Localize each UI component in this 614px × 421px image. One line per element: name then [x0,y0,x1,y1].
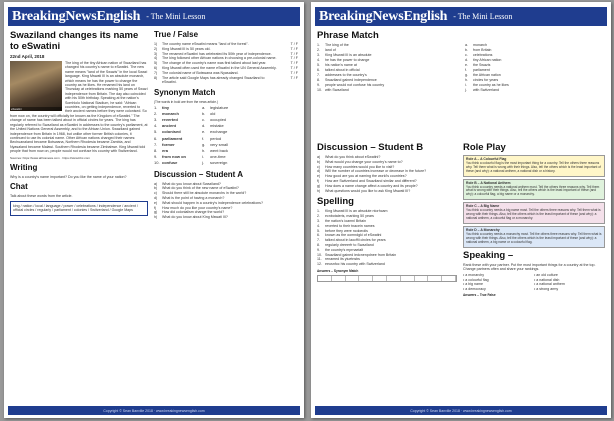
discussion-b-list [317,155,457,193]
item-text: How does a name change affect a country and its people? [325,183,418,188]
writing-title: Writing [10,162,38,172]
item-text: The country name eSwatini means "land of the forest". [162,42,249,46]
item-text: King Mswati III is an absolute [325,53,372,57]
item-text: he has the power to change [325,58,370,62]
item-letter: c) [317,164,320,169]
item-text: How good are you at naming the world's countries? [325,174,407,179]
item-word: ancient [162,123,177,129]
worksheet-page-1 [4,2,304,418]
item-letter: b. [465,48,468,52]
item-number: 7. [317,73,320,77]
phrase-match-left [317,43,457,93]
item-text: How many countries would you like to visit? [325,164,395,169]
article-title: Swaziland changes its name to eSwatini [10,30,139,52]
item-letter: d) [154,196,158,200]
role-card-title: Role C – A Big Name [466,204,500,209]
item-text: ecnbotaleris, marking 50 years [325,214,374,219]
item-text: with Switzerland [473,88,499,92]
item-text: regularly dreeerfr to Swaziland [325,242,374,247]
role-card-text: You think a country needs a big name most. Tell the others three reasons why. Tell them what is wrong with their things. Also, tell the others which is the least important of these (and why): a national anthem, a colourful flag or a monarchy. [466,208,601,220]
item-word: colonised [162,129,181,135]
item-answer: T / F [290,51,298,56]
spelling-item [317,262,457,267]
chat-text: Talk about these words from the article. [10,194,73,199]
role-card [463,202,605,224]
phrase-match-right-item [465,88,605,93]
item-number: 4) [154,56,158,61]
discussion-a-item [154,215,298,220]
item-number: 4. [317,223,320,228]
item-letter: a. [202,104,206,110]
item-text: How much do you like your country's name? [162,205,233,210]
item-letter: f) [317,178,320,183]
item-letter: c. [465,53,468,57]
item-text: reverted to their tnacein names [325,223,375,228]
item-text: monarch [473,43,487,47]
item-answer: T / F [290,75,298,80]
item-text: What is the point of having a monarch? [162,196,225,200]
item-number: 2) [154,46,158,51]
item-letter: a) [317,155,321,159]
item-text: How are Switzerland and Swaziland similar and different? [325,178,417,183]
item-number: 5. [317,228,320,233]
item-number: 7. [317,238,320,243]
role-card [463,179,605,201]
exercise-column [154,30,298,404]
item-number: 6. [317,68,320,72]
item-number: 8. [317,78,320,82]
item-letter: e. [202,129,206,135]
item-letter: h. [202,148,206,153]
item-number: 3. [317,53,320,57]
page-header [8,7,300,26]
item-text: The renamed eSwatini has celebrated its 50th year of independence. [162,51,272,56]
item-number: 6) [154,65,158,70]
item-word: from now on [162,154,186,160]
item-text: King Mswati III is an absolute ntorhcam [325,209,388,214]
item-text: The king followed other African nations in choosing a pre-colonial name. [162,56,277,61]
true-false-title: True / False [154,30,199,39]
item-word: reverted [162,116,178,122]
item-definition: very small [210,141,229,147]
item-text: renamed its yiuetnsbs [325,257,360,262]
item-word: former [162,141,175,147]
item-letter: b. [202,110,206,116]
item-letter: g) [154,210,158,215]
item-text: The article said Google Maps has already changed Swaziland to eSwatini. [162,75,265,85]
item-answer: T / F [290,56,298,61]
item-number: 9. [317,247,320,252]
speaking-word: • a strong army [534,286,559,291]
speaking-word: • a national anthem [534,282,565,287]
spelling-title: Spelling [317,196,354,208]
item-answer: T / F [290,46,298,51]
item-text: talked about in laocffii circles for years [325,238,386,243]
item-word: era [162,148,169,153]
role-card [463,155,605,177]
role-card-text: You think a colourful flag is the most important thing for a country. Tell the others three reasons why. Tell them what is wrong with their things. Also, tell the others which is the least important of these (and why): a national anthem, a national dish or a history. [466,160,601,173]
role-card-text: You think a country needs a national anthem most. Tell the others three reasons why. Tell them what is wrong with their things. Also, tell the others which is the least important of these (and why): a colourful flag, a big name or a monarchy. [466,184,600,197]
item-text: What do you think of the new name of eSwatini? [162,186,239,191]
item-definition: went back [210,148,229,153]
item-text: tiny African nation [473,58,502,62]
brand-subtitle: - The Mini Lesson [146,12,206,21]
item-word: confuse [162,160,178,166]
item-letter: g) [317,183,321,188]
item-answer: T / F [290,70,298,75]
item-number: 3. [317,218,320,223]
item-text: What do you know about Swaziland? [162,181,221,186]
worksheet-page-2 [311,2,611,418]
item-word: tiny [162,104,170,110]
item-number: 8. [317,242,320,247]
item-number: 5) [154,61,158,66]
item-number: 12. [317,262,322,267]
item-text: before they were ncdoeolis [325,228,368,233]
item-text: people would not confuse his country [325,83,385,87]
item-text: Swaziland gained iedcnenpdnee from Britain [325,252,397,257]
brand-subtitle: - The Mini Lesson [453,12,513,21]
item-letter: b) [154,186,158,191]
item-number: 7) [154,70,158,75]
item-text: the Swazis [473,63,491,67]
article-text: The king of the tiny African nation of Swaziland has changed his country's name to eSwatini. The new name means "land of the Swazis" in the local Swazi language. King Mswati III is an absolute monarch, which means he has the power to change the country as he likes. He renamed his land on Thursday at celebrations marking 50 years of Swazi independence from Britain. The day also coincided with his 50th birthday. Speaking at the nation's Somhlolo National Stadium, he said: "African countries, on getting independence, reverted to their ancient names before they were colonised. So from now on, the country will officially be known as the Kingdom of eSwatini." The change of name has been talked about in official circles for years. The king has regularly referred to Swaziland as eSwatini in addresses to the country's parliament, at the United Nations General Assembly, and to the African Union. Swaziland gained independence from Britain in 1968, but unlike other former British colonies, it continued to use its colonial name. Other African nations changed their names: Bechuanaland became Botswana, Northern Rhodesia became Zambia, and Nyasaland became Malawi. Southern Rhodesia became Zimbabwe. King Mswati told people that from now on, people would not confuse his country with Switzerland. [10,61,148,154]
speaking-word: • a democracy [463,286,486,291]
item-text: eeusnfoc his country with Switzerland [325,262,385,267]
discussion-a-title: Discussion – Student A [154,169,244,179]
item-text: addresses to the country's [325,73,367,77]
item-definition: mistake [210,123,224,129]
speaking-words [463,273,605,291]
item-answer: T / F [290,42,298,46]
item-letter: i. [202,154,204,160]
item-word: parliament [162,135,183,141]
item-text: talked about in official [325,68,360,72]
article-sources: Sources: https://www.africanews.com · https://www.bbc.com [10,155,90,160]
photo-caption: eSwatini [10,107,62,111]
item-number: 1. [317,209,320,214]
discussion-b-title: Discussion – Student B [317,142,424,153]
item-text: the country's mprnaeialt [325,247,364,252]
item-number: 2. [317,214,320,219]
item-text: his nation's name at [325,63,357,67]
item-letter: a) [154,181,158,186]
item-letter: g. [465,73,468,77]
item-number: 4. [317,58,320,62]
item-number: 1) [154,42,158,46]
role-play-title: Role Play [463,142,506,153]
item-number: 10. [317,252,322,257]
item-text: the country as he likes [473,83,509,87]
speaking-title: Speaking – [463,249,514,261]
item-text: King Mswati often used the name eSwatini in the UN General Assembly. [162,65,277,70]
item-number: 3. [154,116,158,122]
chat-title: Chat [10,182,28,192]
item-letter: c) [154,191,157,196]
item-answer: T / F [290,61,298,66]
item-text: The king of the [325,43,349,47]
item-letter: h. [465,78,468,82]
answers-tf-label: Answers – True False [463,292,496,297]
item-text: Should there still be absolute monarchs in the world? [162,191,247,196]
item-number: 1. [154,104,158,110]
phrase-match-title: Phrase Match [317,30,379,41]
role-card [463,226,605,248]
discussion-a-list [154,182,298,220]
article-body [10,61,148,154]
item-text: Will the number of countries increase or decrease in the future? [325,169,427,174]
item-text: with Swaziland [325,88,349,92]
article-column [10,30,148,404]
article-date: 22nd April, 2018 [10,54,45,59]
item-number: 4. [154,123,158,129]
item-text: What do you know about King Mswati III? [162,215,228,220]
item-letter: g. [202,141,206,147]
role-play-list [463,155,605,248]
synonym-note: (The words in bold are from the news article.) [154,100,218,105]
item-letter: j. [465,88,467,92]
item-letter: h) [317,188,321,193]
item-text: The colonial name of Botswana was Nyasaland. [162,70,239,75]
item-definition: legislature [210,104,229,110]
role-card-title: Role D – A Monarchy [466,227,500,232]
item-text: What should happen in a country's independence celebrations? [162,200,263,205]
item-number: 7. [154,141,158,147]
item-text: known as the oomndgki of eSwatini [325,233,382,238]
item-letter: a. [465,43,468,47]
synonym-item [154,160,298,166]
article-photo [10,61,62,111]
synonym-title: Synonym Match [154,88,216,98]
phrase-match-left-item [317,88,457,93]
item-number: 2. [154,110,158,116]
answers-grid [317,275,457,282]
item-text: from Britain [473,48,492,52]
item-text: parliament [473,68,490,72]
item-letter: d. [465,58,468,62]
speaking-word: • a monarchy [463,273,485,278]
item-letter: h) [154,215,158,220]
chat-words-box: king / nation / local / language / power / celebrations / independence / ancient / official circles / regularly / parliament / colonies / Switzerland / Google Maps [10,201,148,216]
item-letter: c. [202,116,206,122]
speaking-text: Rank these with your partner. Put the most important things for a country at the top. Change partners often and share your rankings. [463,262,596,271]
item-number: 9. [154,154,158,160]
page-footer: Copyright © Sean Banville 2018 · www.breakingnewsenglish.com [315,406,607,415]
speaking-word: • a big name [463,282,484,287]
item-number: 10. [154,160,160,166]
item-text: celebrations [473,53,493,57]
item-text: circles for years [473,78,499,82]
item-number: 3) [154,51,158,56]
item-definition: old [210,110,216,116]
item-number: 9. [317,83,320,87]
synonym-list [154,105,298,167]
writing-text: Why is a country's name important? Do you like the name of your nation? [10,174,127,179]
item-text: Swaziland gained independence [325,78,377,82]
item-definition: one-time [210,154,226,160]
true-false-item [154,76,298,86]
item-definition: exchange [210,129,228,135]
item-number: 11. [317,257,322,262]
item-letter: f. [202,135,205,141]
item-letter: b) [317,159,321,164]
item-number: 5. [317,63,320,67]
item-letter: j. [202,160,204,166]
item-text: the nation's ioamnl Britain [325,218,367,223]
item-text: land of [325,48,336,52]
item-text: What would you change your country's name to? [325,159,403,164]
item-answer: T / F [290,65,298,70]
speaking-word: • a colourful flag [463,277,489,282]
item-letter: e. [465,63,468,67]
item-number: 5. [154,129,158,135]
item-text: How did colonialism change the world? [162,210,225,215]
phrase-match-section [317,30,605,140]
true-false-list [154,42,298,85]
item-letter: f) [154,205,157,210]
item-letter: d. [202,123,206,129]
phrase-match-right [465,43,605,93]
answers-synonym-label: Answers – Synonym Match [317,268,359,273]
spelling-list [317,209,457,267]
item-letter: i. [465,83,467,87]
item-definition: occupied [210,116,227,122]
item-number: 8. [154,148,158,153]
item-text: the African nation [473,73,501,77]
item-number: 6. [154,135,158,141]
speaking-word: • an old culture [534,273,558,278]
speaking-word: • a national dish [534,277,560,282]
item-text: What questions would you like to ask King Mswati III? [325,188,411,193]
page-header [315,7,607,26]
page-footer: Copyright © Sean Banville 2018 · www.breakingnewsenglish.com [8,406,300,415]
role-card-title: Role B – A National Anthem [466,180,511,185]
role-card-title: Role A – A Colourful Flag [466,157,507,161]
item-number: 6. [317,233,320,238]
item-letter: e) [317,174,321,179]
item-letter: e) [154,200,158,205]
brand-title: BreakingNewsEnglish [12,8,141,24]
discussion-b-item [317,189,457,194]
item-definition: period [210,135,222,141]
right-column [463,142,605,404]
item-letter: d) [317,169,321,174]
item-number: 8) [154,75,158,80]
item-word: monarch [162,110,179,116]
left-column [317,142,457,404]
item-letter: f. [465,68,467,72]
role-card-text: You think a country needs a monarchy most. Tell the others three reasons why. Tell them what is wrong with their things. Also, tell the others which is the least important of these (and why): a national anthem, a big name or a colourful flag. [466,231,602,244]
item-number: 2. [317,48,320,52]
item-definition: sovereign [210,160,228,166]
item-number: 10. [317,88,322,92]
item-text: King Mswati III is 50 years old. [162,46,211,51]
item-text: What do you think about eSwatini? [325,155,381,159]
item-text: The change of the country's name was first talked about last year. [162,61,267,66]
item-number: 1. [317,43,320,47]
brand-title: BreakingNewsEnglish [319,8,448,24]
